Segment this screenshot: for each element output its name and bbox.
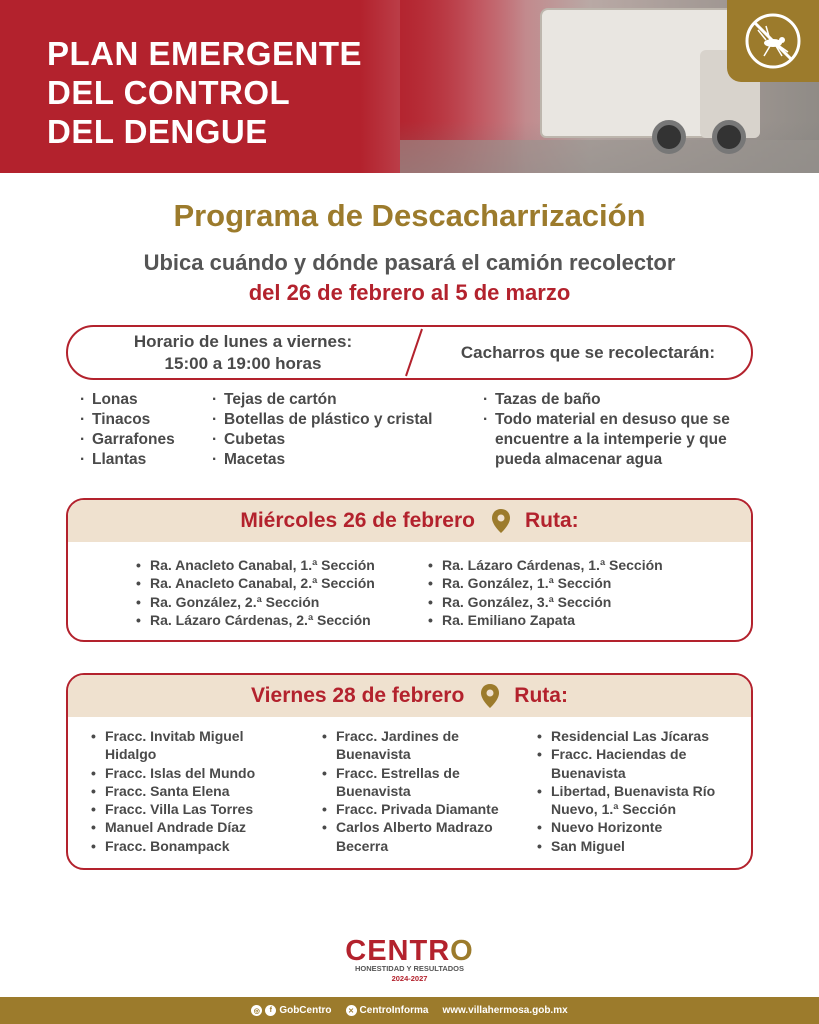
list-item: • Fracc. Santa Elena [91,782,291,800]
header-title-line: DEL CONTROL [47,74,291,111]
list-item: · Tejas de cartón [212,390,432,410]
header-title-line: PLAN EMERGENTE [47,35,363,72]
route1-list-col1 [136,556,375,629]
route-label: Ruta: [514,684,568,707]
list-item: • Residencial Las Jícaras [537,727,737,745]
route-header [68,500,751,542]
route2-list-col2 [322,727,522,855]
list-item: • Ra. González, 1.ª Sección [428,574,663,592]
route-day: Viernes 28 de febrero [251,684,465,707]
list-item: • Ra. Anacleto Canabal, 1.ª Sección [136,556,375,574]
program-title: Programa de Descacharrización [173,198,646,233]
road [400,140,819,173]
list-item: · Tinacos [80,410,175,430]
list-item: • Fracc. Invitab Miguel Hidalgo [91,727,291,764]
website-link[interactable]: www.villahermosa.gob.mx [442,1005,568,1016]
location-pin-icon [480,683,500,709]
list-item: · Tazas de baño [483,390,743,410]
list-item: • Fracc. Haciendas de Buenavista [537,745,737,782]
header-title [47,34,407,151]
list-item: · Lonas [80,390,175,410]
social-label: GobCentro [279,1005,332,1016]
route-header [68,675,751,717]
list-item: · Llantas [80,450,175,470]
social-label: CentroInforma [359,1005,429,1016]
route1-list-col2 [428,556,663,629]
list-item: • Fracc. Jardines de Buenavista [322,727,522,764]
list-item: · Cubetas [212,430,432,450]
footer-bar [0,997,819,1024]
location-pin-icon [491,508,511,534]
logo-tagline: HONESTIDAD Y RESULTADOS [354,964,465,973]
pill-divider [404,327,424,378]
program-subtitle: Ubica cuándo y dónde pasará el camión recolector [143,250,676,275]
header-banner [0,0,819,173]
list-item: • Nuevo Horizonte [537,818,737,836]
program-dates: del 26 de febrero al 5 de marzo [248,280,571,305]
route2-list-col3 [537,727,737,855]
list-item: • Fracc. Villa Las Torres [91,800,291,818]
list-item: · Garrafones [80,430,175,450]
list-item: · Macetas [212,450,432,470]
logo-o: O [450,935,474,967]
list-item: • San Miguel [537,837,737,855]
logo-text: CENTR [345,935,451,967]
route-wednesday [66,498,753,642]
route-day: Miércoles 26 de febrero [240,509,475,532]
list-item: • Fracc. Estrellas de Buenavista [322,764,522,801]
list-item: • Fracc. Bonampack [91,837,291,855]
list-item: • Manuel Andrade Díaz [91,818,291,836]
list-item: • Ra. González, 3.ª Sección [428,593,663,611]
list-item: · Botellas de plástico y cristal [212,410,432,430]
schedule-hours: 15:00 a 19:00 horas [164,354,322,373]
x-icon: ✕ [346,1005,357,1016]
items-title: Cacharros que se recolectarán: [460,343,716,362]
list-item: • Ra. Anacleto Canabal, 2.ª Sección [136,574,375,592]
route2-list-col1 [91,727,291,855]
header-title-line: DEL DENGUE [47,113,268,150]
list-item: • Ra. Lázaro Cárdenas, 2.ª Sección [136,611,375,629]
list-item: • Ra. Lázaro Cárdenas, 1.ª Sección [428,556,663,574]
list-item: • Ra. Emiliano Zapata [428,611,663,629]
route-friday [66,673,753,870]
list-item: • Fracc. Privada Diamante [322,800,522,818]
social-centroinforma[interactable] [346,1005,429,1016]
items-list-col3 [483,390,743,470]
list-item: • Fracc. Islas del Mundo [91,764,291,782]
social-gobcentro[interactable] [251,1005,331,1016]
no-mosquito-badge [727,0,819,82]
list-item: · Todo material en desuso que se encuentre a la intemperie y que pueda almacenar agua [483,410,743,470]
list-item: • Carlos Alberto Madrazo Becerra [322,818,522,855]
list-item: • Libertad, Buenavista Río Nuevo, 1.ª Sección [537,782,737,819]
logo-years: 2024-2027 [391,974,428,983]
items-list-col2 [212,390,432,470]
route-label: Ruta: [524,509,579,532]
items-list-col1 [80,390,175,470]
no-mosquito-icon [742,10,804,72]
schedule-pill [66,325,753,380]
list-item: • Ra. González, 2.ª Sección [136,593,375,611]
schedule-line: Horario de lunes a viernes: [133,332,353,351]
instagram-icon: ◎ [251,1005,262,1016]
schedule-text [68,331,418,375]
facebook-icon: f [265,1005,276,1016]
